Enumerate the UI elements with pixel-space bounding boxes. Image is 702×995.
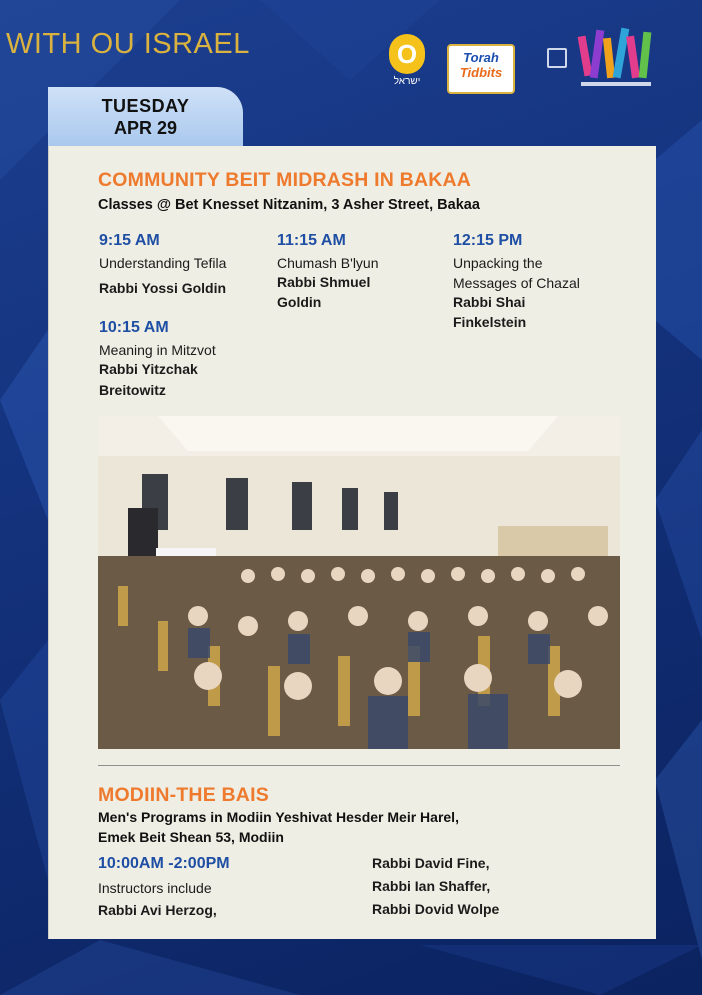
- class-topic: Chumash B'lyun: [277, 255, 379, 271]
- events-card: [48, 146, 656, 939]
- torah-tidbits-line2: Tidbits: [459, 65, 503, 80]
- class-rabbi: Rabbi Yossi Goldin: [99, 280, 227, 296]
- instructor-name: Rabbi Avi Herzog,: [98, 902, 217, 918]
- jerusalem-municipality-logo: [539, 42, 575, 88]
- section1-title: COMMUNITY BEIT MIDRASH IN BAKAA: [98, 169, 472, 191]
- torah-tidbits-line1: Torah: [463, 50, 499, 65]
- date-date: APR 29: [113, 118, 178, 138]
- lecture-hall-illustration: [98, 416, 620, 749]
- section2-subtitle-line2: Emek Beit Shean 53, Modiin: [98, 829, 284, 845]
- class-topic-line1: Unpacking the: [453, 255, 543, 271]
- ou-logo-letter: O: [389, 34, 425, 74]
- torah-tidbits-logo: [447, 44, 515, 94]
- class-rabbi-line1: Rabbi Shmuel: [277, 274, 371, 290]
- date-day: TUESDAY: [101, 96, 190, 116]
- class-rabbi-line2: Goldin: [277, 294, 322, 310]
- class-time: 9:15 AM: [99, 232, 160, 249]
- class-rabbi-line2: Breitowitz: [99, 382, 166, 398]
- header-title: WITH OU ISRAEL: [6, 28, 250, 60]
- partner-logos: [383, 24, 683, 94]
- ou-israel-logo: [383, 34, 431, 96]
- class-rabbi-line1: Rabbi Shai: [453, 294, 526, 310]
- section2-title: MODIIN-THE BAIS: [98, 784, 269, 806]
- event-photo: [98, 416, 620, 749]
- instructor-name: Rabbi David Fine,: [372, 855, 490, 871]
- class-time: 12:15 PM: [453, 232, 523, 249]
- instructor-name: Rabbi Ian Shaffer,: [372, 878, 491, 894]
- ou-logo-hebrew: ישראל: [393, 76, 421, 87]
- class-topic-line2: Messages of Chazal: [453, 275, 580, 291]
- date-tab: [48, 87, 243, 147]
- class-topic: Understanding Tefila: [99, 255, 227, 271]
- section-divider: [98, 765, 620, 766]
- section1-subtitle: Classes @ Bet Knesset Nitzanim, 3 Asher Street, Bakaa: [98, 197, 480, 213]
- section2-time: 10:00AM -2:00PM: [98, 855, 230, 872]
- class-rabbi-line2: Finkelstein: [453, 314, 527, 330]
- section2-subtitle-line1: Men's Programs in Modiin Yeshivat Hesder Meir Harel,: [98, 809, 459, 825]
- instructors-label: Instructors include: [98, 880, 212, 896]
- festival-logo: [571, 24, 671, 94]
- instructor-name: Rabbi Dovid Wolpe: [372, 901, 500, 917]
- class-topic: Meaning in Mitzvot: [99, 342, 216, 358]
- class-time: 10:15 AM: [99, 319, 169, 336]
- class-time: 11:15 AM: [277, 232, 346, 249]
- class-rabbi-line1: Rabbi Yitzchak: [99, 361, 198, 377]
